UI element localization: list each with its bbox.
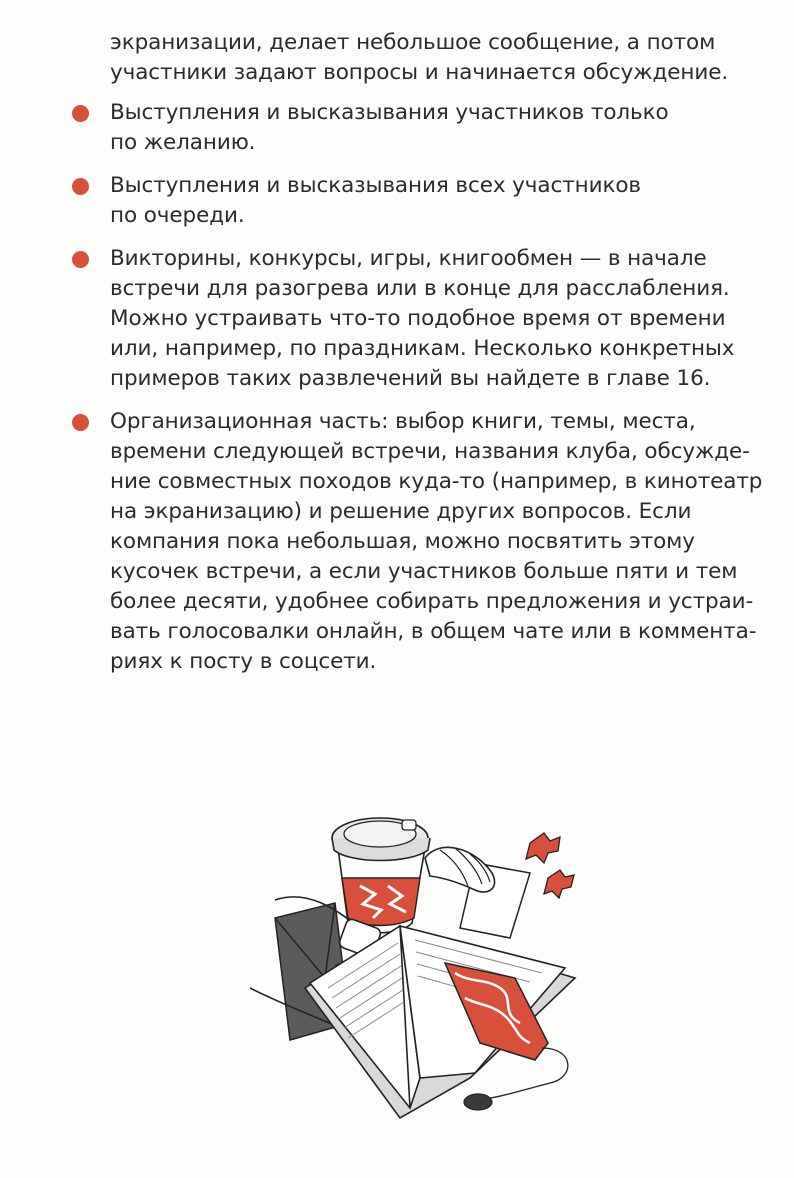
bullet-icon xyxy=(72,178,89,195)
text-line: компания пока небольшая, можно посвятить этому xyxy=(110,529,695,554)
open-book-icon xyxy=(305,926,575,1118)
text-line: Викторины, конкурсы, игры, книгообмен — в начале xyxy=(110,246,707,271)
text-line: более десяти, удобнее собирать предложения и устраи- xyxy=(110,589,754,614)
list-item xyxy=(110,98,794,158)
text-line: Можно устраивать что-то подобное время от времени xyxy=(110,306,726,331)
text-line: риях к посту в соцсети. xyxy=(110,649,377,674)
list-item xyxy=(110,244,794,394)
body-text xyxy=(110,28,794,690)
candy-icon xyxy=(526,833,574,898)
text-line: вать голосовалки онлайн, в общем чате или в коммента- xyxy=(110,619,757,644)
text-line: примеров таких развлечений вы найдете в главе 16. xyxy=(110,366,711,391)
text-line: по очереди. xyxy=(110,203,245,228)
text-line: экранизации, делает небольшое сообщение, а потом xyxy=(110,30,716,55)
text-line: кусочек встречи, а если участников больше пяти и тем xyxy=(110,559,738,584)
text-line: или, например, по праздникам. Несколько конкретных xyxy=(110,336,735,361)
list-item xyxy=(110,171,794,231)
text-line: Организационная часть: выбор книги, темы, места, xyxy=(110,409,696,434)
text-line: Выступления и высказывания всех участников xyxy=(110,173,641,198)
list-item xyxy=(110,407,794,677)
croissant-icon xyxy=(425,847,495,892)
coffee-cup-icon xyxy=(332,818,430,933)
bullet-icon xyxy=(72,414,89,431)
text-line: участники задают вопросы и начинается обсуждение. xyxy=(110,60,729,85)
text-line: времени следующей встречи, названия клуба, обсужде- xyxy=(110,439,750,464)
book-coffee-illustration-icon xyxy=(230,778,610,1123)
text-line: встречи для разогрева или в конце для расслабления. xyxy=(110,276,730,301)
text-line: ние совместных походов куда-то (например, в кинотеатр xyxy=(110,469,763,494)
bullet-icon xyxy=(72,251,89,268)
intro-paragraph xyxy=(110,28,794,88)
text-line: по желанию. xyxy=(110,130,256,155)
bullet-icon xyxy=(72,105,89,122)
text-line: на экранизацию) и решение других вопросов. Если xyxy=(110,499,692,524)
text-line: Выступления и высказывания участников только xyxy=(110,100,669,125)
